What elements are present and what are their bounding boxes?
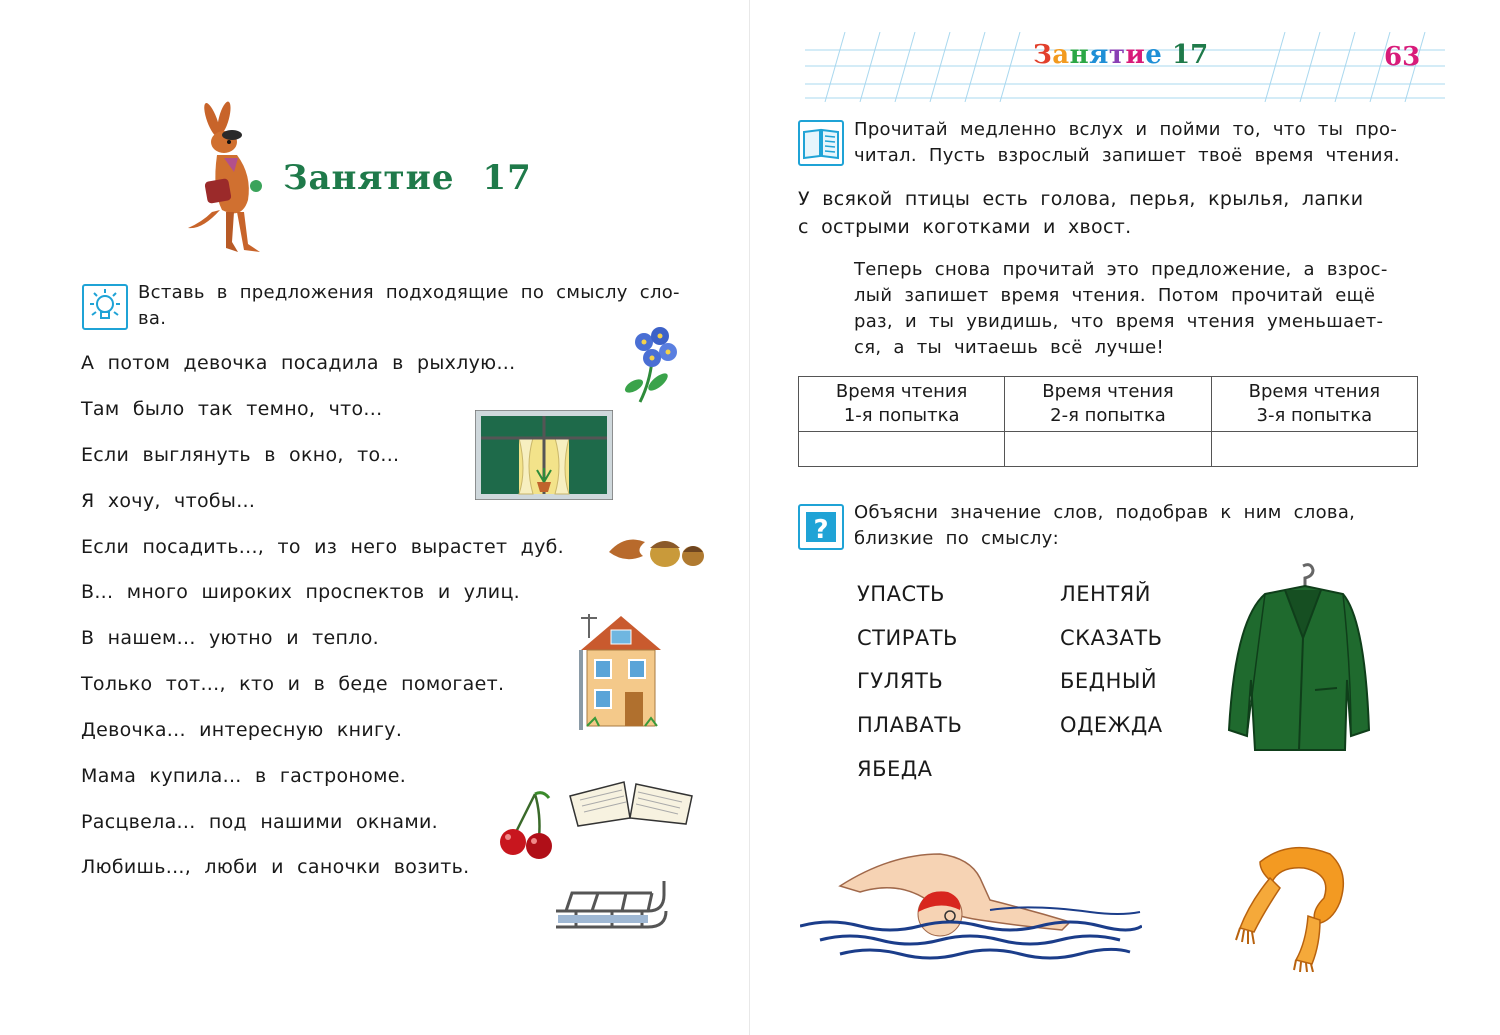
instruction-line4: ся, а ты читаешь всё лучше! [854, 337, 1165, 358]
right-page [750, 0, 1500, 1035]
running-title-letter-1: З [1033, 40, 1053, 70]
task2-line1: Прочитай медленно вслух и пойми то, что ты про- [854, 119, 1398, 140]
word-list-item: СКАЗАТЬ [1060, 626, 1163, 650]
instruction-line1: Теперь снова прочитай это предложение, а взрос- [854, 259, 1388, 280]
acorn-picture [605, 528, 710, 574]
table-header-cell [1005, 377, 1211, 432]
word-list-item: ПЛАВАТЬ [857, 713, 963, 737]
task3-text [854, 500, 1420, 552]
lesson-title [283, 158, 532, 198]
running-title-letter-2: а [1052, 40, 1070, 70]
running-title-letter-4: я [1089, 40, 1109, 70]
table-header-cell [1211, 377, 1417, 432]
house-picture [575, 610, 665, 732]
jacket-picture [1225, 560, 1375, 760]
header-bottom-text: 3-я попытка [1256, 405, 1373, 426]
svg-text:?: ? [813, 515, 829, 545]
header-top-text: Время чтения [835, 381, 968, 402]
book-picture [566, 778, 696, 828]
sled-picture [552, 877, 670, 933]
word-list-item: ЛЕНТЯЙ [1060, 582, 1151, 606]
word-list-item: УПАСТЬ [857, 582, 945, 606]
instruction-line3: раз, и ты увидишь, что время чтения уменьшает- [854, 311, 1384, 332]
header-bottom-text: 1-я попытка [843, 405, 960, 426]
flower-picture [622, 320, 690, 406]
task2-line2: читал. Пусть взрослый запишет твоё время чтения. [854, 145, 1400, 166]
table-row [799, 432, 1418, 467]
sentence-10: Мама купила... в гастрономе. [81, 765, 407, 787]
book-icon [798, 120, 844, 166]
task1-line1: Вставь в предложения подходящие по смыслу сло- [138, 282, 680, 303]
running-title-letter-3: н [1069, 40, 1090, 70]
sentence-4: Я хочу, чтобы... [81, 490, 256, 512]
header-top-text: Время чтения [1042, 381, 1174, 402]
lesson-word: Занятие [283, 158, 455, 198]
sentence-8: Только тот..., кто и в беде помогает. [81, 673, 505, 695]
lightbulb-icon [82, 284, 128, 330]
sentence-11: Расцвела... под нашими окнами. [81, 811, 438, 833]
word-list-item: ЯБЕДА [857, 757, 933, 781]
sentence-2: Там было так темно, что... [81, 398, 383, 420]
time-entry-cell[interactable] [1211, 432, 1417, 467]
passage-line1: У всякой птицы есть голова, перья, крылья, лапки [798, 188, 1364, 210]
table-header-row [799, 377, 1418, 432]
question-mark-icon [798, 504, 844, 550]
time-entry-cell[interactable] [799, 432, 1005, 467]
running-title-letter-6: и [1125, 40, 1146, 70]
sentence-12: Любишь..., люби и саночки возить. [81, 856, 470, 878]
table-header-cell [799, 377, 1005, 432]
instruction-line2: лый запишет время чтения. Потом прочитай ещё [854, 285, 1376, 306]
sentence-1: А потом девочка посадила в рыхлую... [81, 352, 516, 374]
task1-line2: ва. [138, 308, 167, 329]
header-bottom-text: 2-я попытка [1050, 405, 1166, 426]
reading-passage [798, 185, 1420, 241]
window-picture [475, 410, 613, 500]
running-title [1033, 40, 1162, 70]
passage-line2: с острыми коготками и хвост. [798, 216, 1132, 238]
page-number: 63 [1384, 42, 1421, 72]
running-number: 17 [1172, 40, 1209, 70]
word-list-item: ГУЛЯТЬ [857, 669, 944, 693]
sentence-5: Если посадить..., то из него вырастет дуб. [81, 536, 564, 558]
lesson-number: 17 [482, 158, 532, 198]
kangaroo-picture [182, 100, 274, 260]
header-top-text: Время чтения [1248, 381, 1381, 402]
sentence-7: В нашем... уютно и тепло. [81, 627, 379, 649]
running-title-letter-7: е [1145, 40, 1163, 70]
sentence-3: Если выглянуть в окно, то... [81, 444, 400, 466]
cherry-picture [497, 790, 557, 862]
task2-text [854, 117, 1420, 169]
running-title-letter-5: т [1108, 40, 1126, 70]
task3-line2: близкие по смыслу: [854, 528, 1059, 549]
sentence-6: В... много широких проспектов и улиц. [81, 581, 521, 603]
task3-line1: Объясни значение слов, подобрав к ним слова, [854, 502, 1356, 523]
word-list-item: СТИРАТЬ [857, 626, 958, 650]
word-list-item: БЕДНЫЙ [1060, 669, 1158, 693]
reading-time-table [798, 376, 1418, 467]
swimmer-picture [800, 840, 1142, 960]
reading-instruction [854, 257, 1420, 361]
time-entry-cell[interactable] [1005, 432, 1211, 467]
word-list-item: ОДЕЖДА [1060, 713, 1163, 737]
sentence-9: Девочка... интересную книгу. [81, 719, 403, 741]
scarf-picture [1220, 832, 1360, 972]
